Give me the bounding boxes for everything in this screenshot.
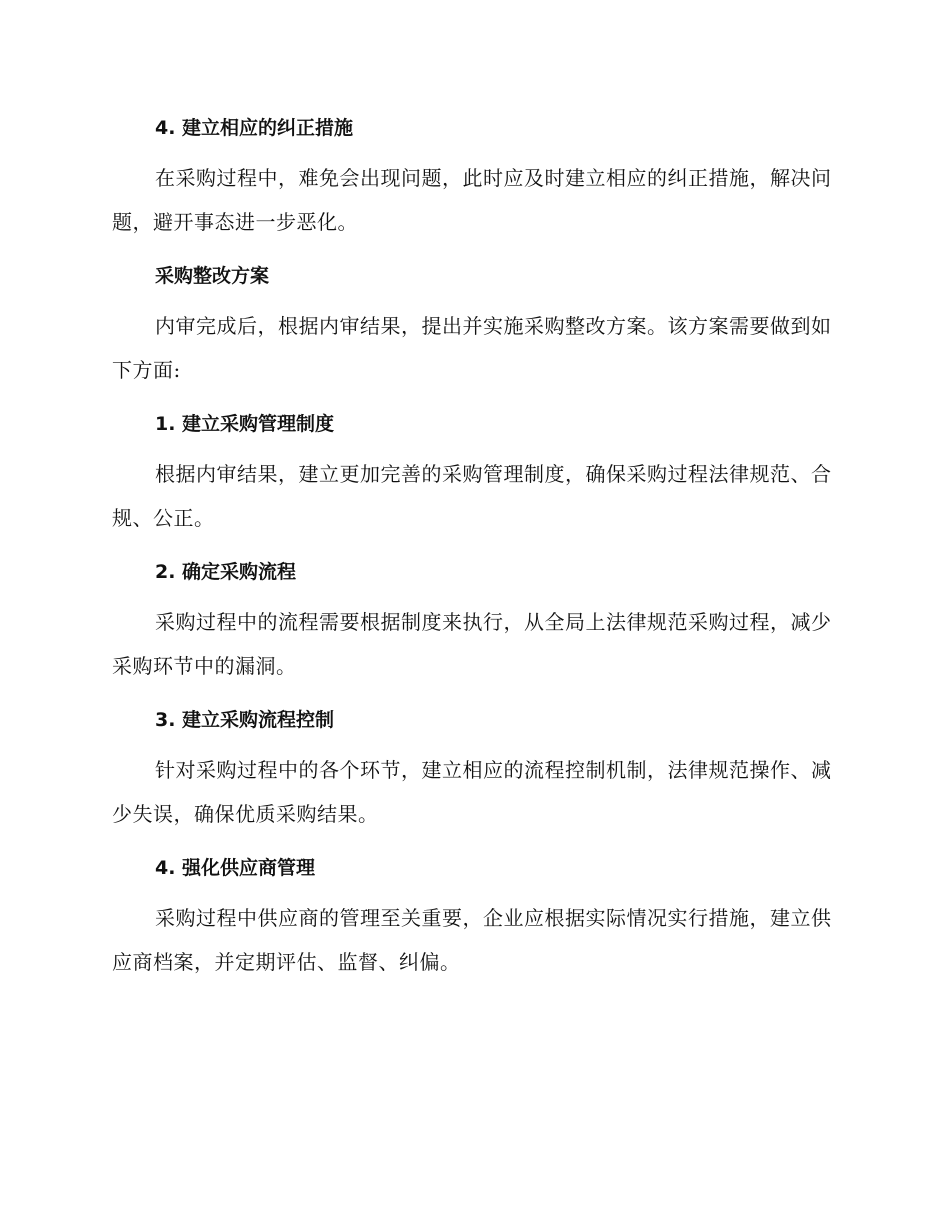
section-paragraph-process-control: 针对采购过程中的各个环节，建立相应的流程控制机制，法律规范操作、减少失误，确保优质采购结果。 (112, 758, 832, 826)
section-heading-process-control: 3. 建立采购流程控制 (155, 709, 335, 731)
section-heading-corrective-measures: 4. 建立相应的纠正措施 (155, 117, 354, 139)
section-paragraph-management-system: 根据内审结果，建立更加完善的采购管理制度，确保采购过程法律规范、合规、公正。 (112, 462, 832, 530)
section-heading-procurement-process: 2. 确定采购流程 (155, 561, 297, 583)
section-paragraph-procurement-process: 采购过程中的流程需要根据制度来执行，从全局上法律规范采购过程，减少采购环节中的漏洞。 (112, 610, 832, 678)
section-paragraph-rectification-plan: 内审完成后，根据内审结果，提出并实施采购整改方案。该方案需要做到如下方面: (112, 314, 832, 382)
section-heading-supplier-management: 4. 强化供应商管理 (155, 857, 316, 879)
document-body (112, 108, 832, 984)
section-heading-management-system: 1. 建立采购管理制度 (155, 413, 335, 435)
section-paragraph-corrective-measures: 在采购过程中，难免会出现问题，此时应及时建立相应的纠正措施，解决问题，避开事态进一步恶化。 (112, 166, 832, 234)
section-heading-rectification-plan: 采购整改方案 (155, 265, 270, 287)
section-paragraph-supplier-management: 采购过程中供应商的管理至关重要，企业应根据实际情况实行措施，建立供应商档案，并定期评估、监督、纠偏。 (112, 906, 832, 974)
